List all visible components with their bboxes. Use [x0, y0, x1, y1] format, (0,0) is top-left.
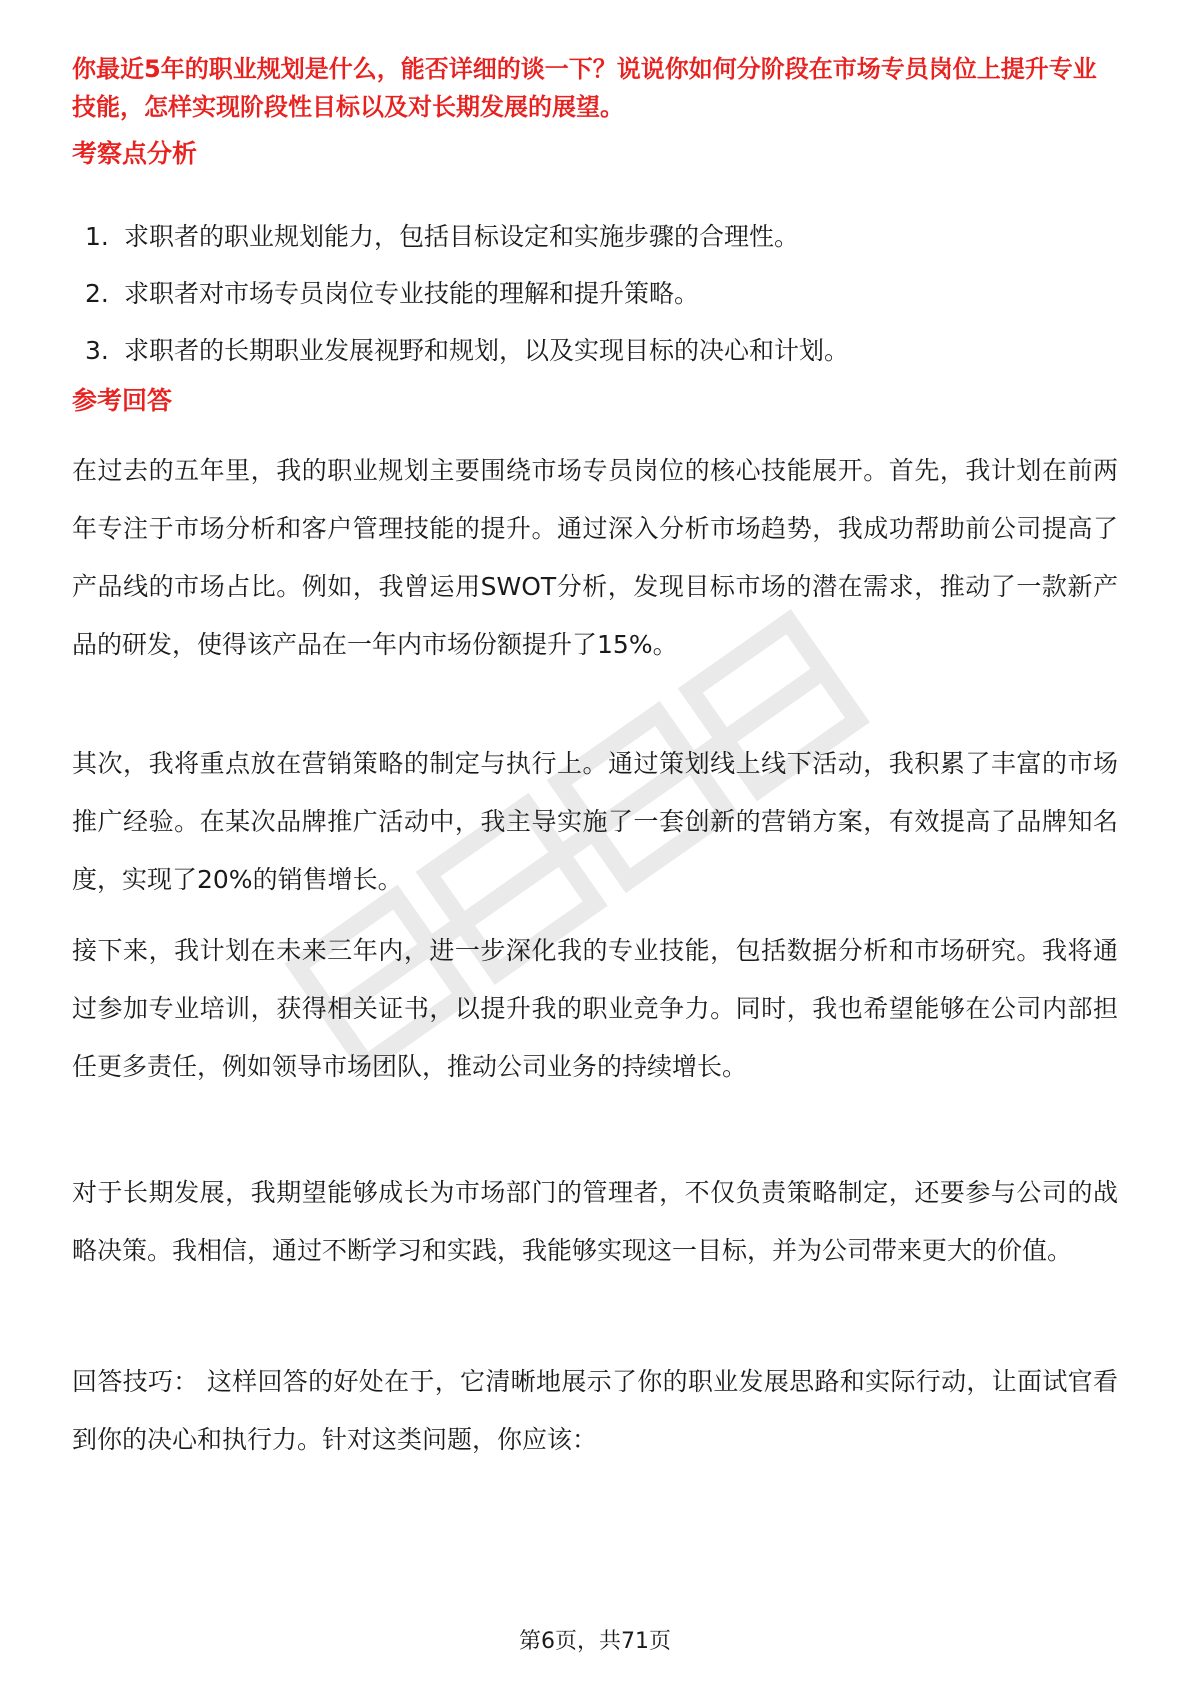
answer-paragraph-3: 接下来，我计划在未来三年内，进一步深化我的专业技能，包括数据分析和市场研究。我将通过参加专业培训，获得相关证书，以提升我的职业竞争力。同时，我也希望能够在公司内部担任更多责任，例如领导市场团队，推动公司业务的持续增长。	[72, 936, 1118, 1081]
answer-paragraph-4: 对于长期发展，我期望能够成长为市场部门的管理者，不仅负责策略制定，还要参与公司的战略决策。我相信，通过不断学习和实践，我能够实现这一目标，并为公司带来更大的价值。	[72, 1178, 1118, 1265]
list-item-text: 求职者的职业规划能力，包括目标设定和实施步骤的合理性。	[124, 222, 800, 251]
answer-tips: 回答技巧： 这样回答的好处在于，它清晰地展示了你的职业发展思路和实际行动，让面试官看到你的决心和执行力。针对这类问题，你应该：	[72, 1367, 1118, 1454]
analysis-heading: 考察点分析	[72, 139, 198, 168]
interview-question: 你最近5年的职业规划是什么，能否详细的谈一下？说说你如何分阶段在市场专员岗位上提升专业技能，怎样实现阶段性目标以及对长期发展的展望。	[72, 55, 1097, 121]
list-item	[72, 334, 1118, 391]
list-item-text: 求职者的长期职业发展视野和规划，以及实现目标的决心和计划。	[124, 336, 850, 365]
answer-paragraph-2: 其次，我将重点放在营销策略的制定与执行上。通过策划线上线下活动，我积累了丰富的市场推广经验。在某次品牌推广活动中，我主导实施了一套创新的营销方案，有效提高了品牌知名度，实现了20%的销售增长。	[72, 749, 1118, 894]
page-footer: 第6页，共71页	[519, 1629, 671, 1654]
list-item-text: 求职者对市场专员岗位专业技能的理解和提升策略。	[124, 279, 700, 308]
answer-heading: 参考回答	[72, 386, 173, 415]
list-item	[72, 220, 1118, 277]
answer-paragraph-1: 在过去的五年里，我的职业规划主要围绕市场专员岗位的核心技能展开。首先，我计划在前两年专注于市场分析和客户管理技能的提升。通过深入分析市场趋势，我成功帮助前公司提高了产品线的市场占比。例如，我曾运用SWOT分析，发现目标市场的潜在需求，推动了一款新产品的研发，使得该产品在一年内市场份额提升了15%。	[72, 456, 1118, 659]
list-item	[72, 277, 1118, 334]
list-item-number: 2.	[85, 279, 109, 308]
analysis-list	[72, 220, 1118, 391]
list-item-number: 1.	[85, 222, 109, 251]
list-item-number: 3.	[85, 336, 109, 365]
